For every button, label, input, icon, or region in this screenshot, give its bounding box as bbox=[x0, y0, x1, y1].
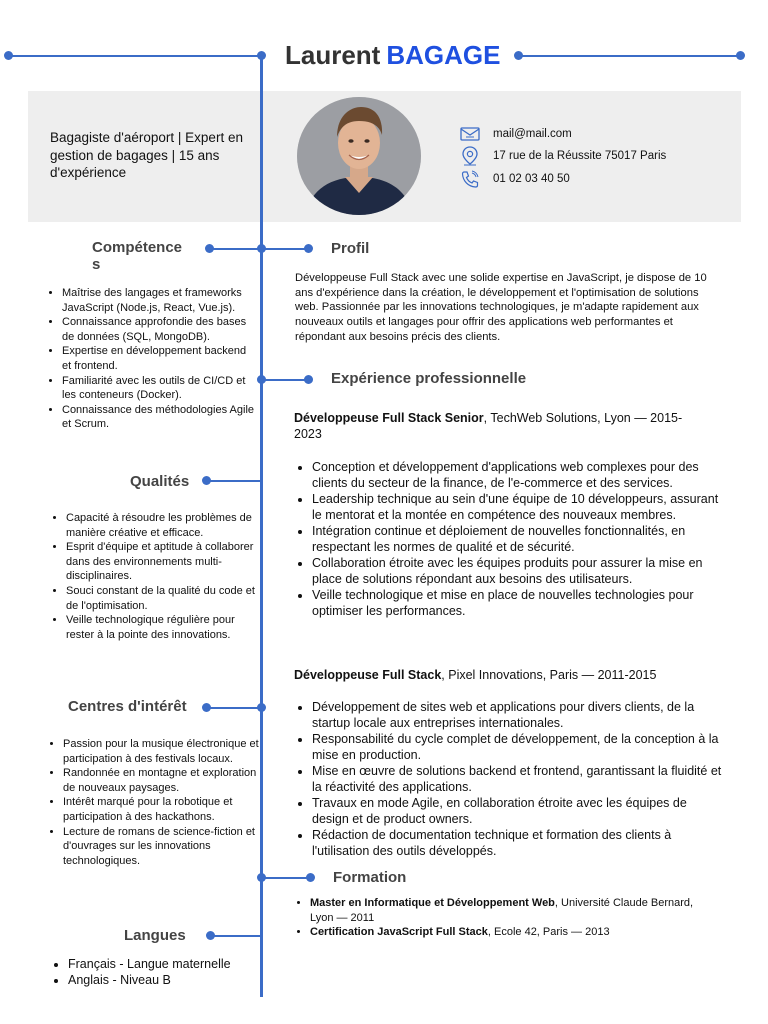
list-item: • Lecture de romans de science-fiction et d'ouvrages sur les innovations technologiques. bbox=[63, 825, 259, 869]
profile-text: Développeuse Full Stack avec une solide expertise en JavaScript, je dispose de 10 ans d'expérience dans la création, le développement et l'optimisation de solutions web. Passionnée par les innovations technologiques, je m'adapte rapidement aux nouveaux outils et langages pour offrir des applications web performantes et répondant aux besoins précis des clients. bbox=[295, 272, 707, 343]
list-item: • Responsabilité du cycle complet de développement, de la conception à la mise en production. bbox=[312, 731, 722, 763]
candidate-name bbox=[285, 40, 500, 71]
header-line-left bbox=[8, 55, 262, 57]
degree-details: , Université Claude Bernard, Lyon — 2011 bbox=[310, 897, 694, 924]
contact-email bbox=[459, 124, 572, 144]
list-item: • Mise en œuvre de solutions backend et frontend, garantissant la fluidité et la réactivité des applications. bbox=[312, 763, 722, 795]
connector-profile bbox=[262, 248, 308, 250]
degree: Certification JavaScript Full Stack bbox=[310, 926, 488, 938]
connector-interests bbox=[206, 707, 262, 709]
last-name: BAGAGE bbox=[386, 40, 501, 70]
list-item: • Veille technologique et mise en place de nouvelles technologies pour optimiser les performances. bbox=[312, 587, 722, 619]
header-dot-right bbox=[514, 51, 523, 60]
degree: Master en Informatique et Développement Web bbox=[310, 897, 555, 909]
list-item: • Maîtrise des langages et frameworks JavaScript (Node.js, React, Vue.js). bbox=[62, 286, 258, 315]
address-text: 17 rue de la Réussite 75017 Paris bbox=[493, 150, 667, 162]
languages-title: Langues bbox=[124, 927, 186, 944]
job-1-list bbox=[295, 459, 722, 619]
connector-qualities bbox=[206, 480, 262, 482]
education-list bbox=[295, 896, 700, 940]
list-item bbox=[310, 925, 700, 940]
qualities-list bbox=[48, 511, 256, 642]
list-item: • Randonnée en montagne et exploration de nouveaux paysages. bbox=[63, 766, 259, 795]
job-details: , TechWeb Solutions, Lyon — 2015-2023 bbox=[294, 411, 683, 441]
contact-phone bbox=[459, 169, 570, 189]
list-item: • Connaissance des méthodologies Agile et Scrum. bbox=[62, 403, 258, 432]
qualities-title: Qualités bbox=[130, 473, 190, 490]
degree-details: , Ecole 42, Paris — 2013 bbox=[487, 926, 610, 938]
connector-skills bbox=[209, 248, 262, 250]
list-item: • Esprit d'équipe et aptitude à collaborer dans des environnements multi-disciplinaires. bbox=[66, 540, 256, 584]
phone-text[interactable]: 01 02 03 40 50 bbox=[493, 173, 570, 185]
job-heading-1 bbox=[294, 410, 704, 442]
skills-list bbox=[44, 286, 258, 432]
interests-list bbox=[45, 737, 259, 868]
job-2-list bbox=[295, 699, 722, 859]
dot-skills bbox=[205, 244, 214, 253]
list-item: • Souci constant de la qualité du code et de l'optimisation. bbox=[66, 584, 256, 613]
list-item: • Passion pour la musique électronique et participation à des festivals locaux. bbox=[63, 737, 259, 766]
profile-photo bbox=[297, 97, 421, 215]
list-item: • Conception et développement d'applications web complexes pour des clients du secteur de la finance, de l'e-commerce et des services. bbox=[312, 459, 722, 491]
list-item: • Anglais - Niveau B bbox=[68, 972, 268, 988]
list-item: • Connaissance approfondie des bases de données (SQL, MongoDB). bbox=[62, 315, 258, 344]
list-item: • Travaux en mode Agile, en collaboration étroite avec les équipes de design et de product owners. bbox=[312, 795, 722, 827]
list-item: • Intérêt marqué pour la robotique et participation à des hackathons. bbox=[63, 795, 259, 824]
connector-languages bbox=[210, 935, 262, 937]
list-item: • Collaboration étroite avec les équipes produits pour assurer la mise en place de solutions répondant aux besoins des utilisateurs. bbox=[312, 555, 722, 587]
skills-title: Compétence s bbox=[92, 239, 183, 273]
phone-icon bbox=[459, 169, 481, 189]
dot-timeline-3 bbox=[257, 703, 266, 712]
list-item bbox=[310, 896, 700, 925]
header-line-right bbox=[518, 55, 740, 57]
list-item: • Capacité à résoudre les problèmes de manière créative et efficace. bbox=[66, 511, 256, 540]
location-icon bbox=[459, 146, 481, 166]
dot-experience bbox=[304, 375, 313, 384]
list-item: • Veille technologique régulière pour rester à la pointe des innovations. bbox=[66, 613, 256, 642]
education-title: Formation bbox=[333, 869, 407, 886]
list-item: • Français - Langue maternelle bbox=[68, 956, 268, 972]
experience-title: Expérience professionnelle bbox=[331, 370, 527, 387]
timeline-vertical bbox=[260, 55, 263, 997]
dot-profile bbox=[304, 244, 313, 253]
interests-title: Centres d'intérêt bbox=[68, 698, 187, 715]
contact-address bbox=[459, 146, 666, 166]
profile-title: Profil bbox=[331, 240, 370, 257]
job-subtitle: Bagagiste d'aéroport | Expert en gestion de bagages | 15 ans d'expérience bbox=[50, 130, 243, 180]
header-dot-right-end bbox=[736, 51, 745, 60]
list-item: • Expertise en développement backend et frontend. bbox=[62, 344, 258, 373]
list-item: • Développement de sites web et applications pour divers clients, de la startup locale aux entreprises internationales. bbox=[312, 699, 722, 731]
email-text[interactable]: mail@mail.com bbox=[493, 128, 572, 140]
list-item: • Rédaction de documentation technique et formation des clients à l'utilisation des outils développés. bbox=[312, 827, 722, 859]
list-item: • Leadership technique au sein d'une équipe de 10 développeurs, assurant le mentorat et la montée en compétence des nouveaux membres. bbox=[312, 491, 722, 523]
first-name: Laurent bbox=[285, 40, 381, 70]
list-item: • Familiarité avec les outils de CI/CD et les conteneurs (Docker). bbox=[62, 374, 258, 403]
list-item: • Intégration continue et déploiement de nouvelles fonctionnalités, en respectant les normes de qualité et de sécurité. bbox=[312, 523, 722, 555]
job-role: Développeuse Full Stack bbox=[294, 668, 442, 682]
dot-education bbox=[306, 873, 315, 882]
header-dot-left-end bbox=[4, 51, 13, 60]
mail-icon bbox=[459, 124, 481, 144]
languages-list bbox=[50, 956, 268, 988]
job-details: , Pixel Innovations, Paris — 2011-2015 bbox=[441, 668, 657, 682]
job-heading-2 bbox=[294, 667, 714, 683]
job-role: Développeuse Full Stack Senior bbox=[294, 411, 484, 425]
connector-education bbox=[262, 877, 310, 879]
connector-experience bbox=[262, 379, 308, 381]
